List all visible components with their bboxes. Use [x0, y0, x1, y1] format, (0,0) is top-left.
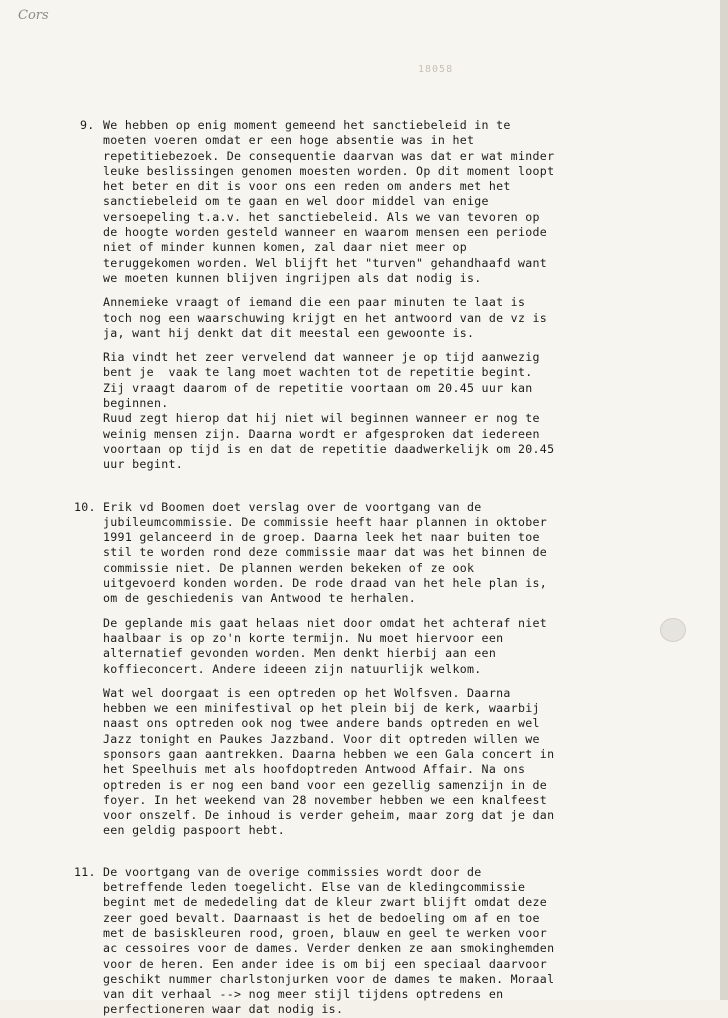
item-number: 10. — [74, 499, 96, 514]
text-line: toch nog een waarschuwing krijgt en het antwoord van de vz is — [103, 310, 548, 325]
text-line: Annemieke vraagt of iemand die een paar minuten te laat is — [103, 295, 526, 310]
minutes-text — [74, 118, 640, 1018]
text-line: het Speelhuis met als hoofdoptreden Antwood Affair. Na ons — [103, 762, 526, 777]
text-line: betreffende leden toegelicht. Else van de kledingcommissie — [103, 880, 526, 895]
text-line: zeer goed bevalt. Daarnaast is het de bedoeling om af en toe — [103, 910, 540, 925]
text-line: een geldig paspoort hebt. — [103, 823, 286, 838]
paragraph — [103, 686, 640, 839]
agenda-item — [80, 118, 640, 473]
text-line: leuke beslissingen genomen moesten worden. Op dit moment loopt — [103, 163, 555, 178]
paragraph — [103, 118, 640, 286]
text-line: commissie niet. De plannen werden bekeken of ze ook — [103, 560, 475, 575]
text-line: alternatief gevonden worden. Men denkt hierbij aan een — [103, 646, 497, 661]
text-line: sponsors gaan aantrekken. Daarna hebben we een Gala concert in — [103, 746, 555, 761]
text-line: de hoogte worden gesteld wanneer en waarom mensen een periode — [103, 225, 548, 240]
text-line: het beter en dit is voor ons een reden om anders met het — [103, 179, 511, 194]
text-line: voortaan op tijd is en dat de repetitie daadwerkelijk om 20.45 — [103, 441, 555, 456]
text-line: versoepeling t.a.v. het sanctiebeleid. Als we van tevoren op — [103, 209, 540, 224]
faint-stamp: 18058 — [418, 64, 454, 75]
text-line: moeten voeren omdat er een hoge absentie was in het — [103, 133, 475, 148]
text-line: optreden is er nog een band voor een gezellig samenzijn in de — [103, 777, 548, 792]
text-line: geschikt nummer charlstonjurken voor de dames te maken. Moraal — [103, 971, 555, 986]
handwritten-corner-note: Cors — [18, 8, 49, 23]
text-line: begint met de mededeling dat de kleur zwart blijft omdat deze — [103, 895, 548, 910]
text-line: we moeten kunnen blijven ingrijpen als dat nodig is. — [103, 270, 482, 285]
text-line: 1991 gelanceerd in de groep. Daarna leek het naar buiten toe — [103, 530, 540, 545]
text-line: Ruud zegt hierop dat hij niet wil beginnen wanneer er nog te — [103, 411, 540, 426]
text-line: Zij vraagt daarom of de repetitie voortaan om 20.45 uur kan — [103, 380, 533, 395]
paragraph — [103, 295, 640, 341]
text-line: Jazz tonight en Paukes Jazzband. Voor dit optreden willen we — [103, 731, 540, 746]
paragraph — [103, 500, 640, 607]
paragraph — [103, 350, 640, 472]
text-line: haalbaar is op zo'n korte termijn. Nu moet hiervoor een — [103, 630, 504, 645]
text-line: naast ons optreden ook nog twee andere bands optreden en wel — [103, 716, 540, 731]
text-line: van dit verhaal --> nog meer stijl tijdens optredens en — [103, 987, 504, 1002]
paragraph — [103, 865, 640, 1018]
text-line: De voortgang van de overige commissies wordt door de — [103, 864, 482, 879]
text-line: teruggekomen worden. Wel blijft het "turven" gehandhaafd want — [103, 255, 548, 270]
paragraph — [103, 616, 640, 677]
text-line: uur begint. — [103, 457, 184, 472]
text-line: niet of minder kunnen komen, zal daar niet meer op — [103, 240, 468, 255]
agenda-item — [74, 864, 640, 1018]
text-line: om de geschiedenis van Antwood te herhalen. — [103, 591, 417, 606]
page-edge — [720, 0, 728, 1000]
text-line: jubileumcommissie. De commissie heeft haar plannen in oktober — [103, 514, 548, 529]
text-line: met de basiskleuren rood, groen, blauw en geel te werken voor — [103, 925, 548, 940]
text-line: perfectioneren waar dat nodig is. — [103, 1002, 344, 1017]
agenda-item — [74, 499, 640, 839]
text-line: beginnen. — [103, 396, 169, 411]
text-line: ac cessoires voor de dames. Verder denken ze aan smokinghemden — [103, 941, 555, 956]
text-line: voor de heren. Een ander idee is om bij een speciaal daarvoor — [103, 956, 548, 971]
text-line: repetitiebezoek. De consequentie daarvan was dat er wat minder — [103, 148, 555, 163]
item-number: 11. — [74, 864, 96, 879]
text-line: koffieconcert. Andere ideeen zijn natuurlijk welkom. — [103, 661, 482, 676]
text-line: Wat wel doorgaat is een optreden op het Wolfsven. Daarna — [103, 685, 511, 700]
text-line: sanctiebeleid om te gaan en wel door middel van enige — [103, 194, 489, 209]
text-line: De geplande mis gaat helaas niet door omdat het achteraf niet — [103, 615, 548, 630]
text-line: voor onszelf. De inhoud is verder geheim, maar zorg dat je dan — [103, 808, 555, 823]
text-line: bent je vaak te lang moet wachten tot de repetitie begint. — [103, 365, 533, 380]
text-line: Erik vd Boomen doet verslag over de voortgang van de — [103, 499, 482, 514]
text-line: ja, want hij denkt dat dit meestal een gewoonte is. — [103, 325, 475, 340]
text-line: hebben we een minifestival op het plein bij de kerk, waarbij — [103, 701, 540, 716]
text-line: Ria vindt het zeer vervelend dat wanneer je op tijd aanwezig — [103, 350, 540, 365]
text-line: stil te worden rond deze commissie maar dat was het binnen de — [103, 545, 548, 560]
item-number: 9. — [80, 118, 95, 132]
text-line: uitgevoerd konden worden. De rode draad van het hele plan is, — [103, 576, 548, 591]
text-line: We hebben op enig moment gemeend het sanctiebeleid in te — [103, 118, 511, 132]
text-line: weinig mensen zijn. Daarna wordt er afgesproken dat iedereen — [103, 426, 540, 441]
text-line: foyer. In het weekend van 28 november hebben we een knalfeest — [103, 792, 548, 807]
punch-hole — [660, 618, 686, 642]
